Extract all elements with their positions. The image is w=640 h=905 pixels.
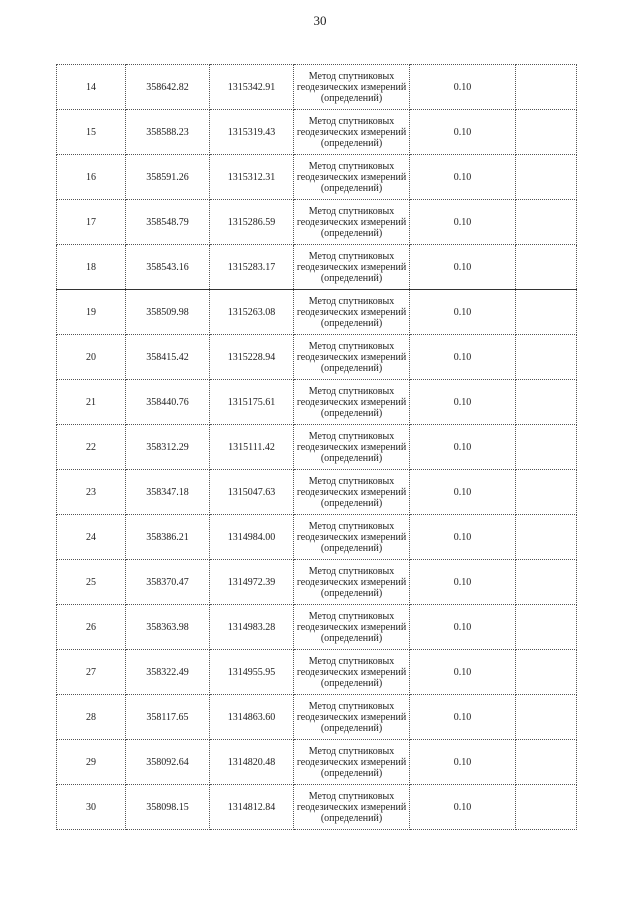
point-number-cell: 30	[57, 785, 126, 830]
note-cell	[516, 695, 577, 740]
method-cell: Метод спутниковых геодезических измерений (определений)	[294, 470, 410, 515]
x-coordinate-cell: 358312.29	[126, 425, 210, 470]
method-cell: Метод спутниковых геодезических измерений (определений)	[294, 515, 410, 560]
table-row	[57, 740, 577, 785]
x-coordinate-cell: 358322.49	[126, 650, 210, 695]
table-row	[57, 425, 577, 470]
point-number-cell: 27	[57, 650, 126, 695]
x-coordinate-cell: 358642.82	[126, 65, 210, 110]
point-number-cell: 15	[57, 110, 126, 155]
x-coordinate-cell: 358092.64	[126, 740, 210, 785]
y-coordinate-cell: 1314984.00	[210, 515, 294, 560]
accuracy-cell: 0.10	[410, 200, 516, 245]
point-number-cell: 26	[57, 605, 126, 650]
table-row	[57, 515, 577, 560]
point-number-cell: 25	[57, 560, 126, 605]
point-number-cell: 24	[57, 515, 126, 560]
y-coordinate-cell: 1315286.59	[210, 200, 294, 245]
y-coordinate-cell: 1315228.94	[210, 335, 294, 380]
method-cell: Метод спутниковых геодезических измерений (определений)	[294, 380, 410, 425]
note-cell	[516, 740, 577, 785]
table-row	[57, 605, 577, 650]
y-coordinate-cell: 1314955.95	[210, 650, 294, 695]
note-cell	[516, 335, 577, 380]
note-cell	[516, 155, 577, 200]
point-number-cell: 16	[57, 155, 126, 200]
x-coordinate-cell: 358440.76	[126, 380, 210, 425]
page-number: 30	[313, 13, 327, 28]
accuracy-cell: 0.10	[410, 650, 516, 695]
table-row	[57, 695, 577, 740]
y-coordinate-cell: 1314863.60	[210, 695, 294, 740]
method-cell: Метод спутниковых геодезических измерений (определений)	[294, 785, 410, 830]
point-number-cell: 28	[57, 695, 126, 740]
accuracy-cell: 0.10	[410, 65, 516, 110]
table-row	[57, 245, 577, 290]
method-cell: Метод спутниковых геодезических измерений (определений)	[294, 110, 410, 155]
accuracy-cell: 0.10	[410, 245, 516, 290]
x-coordinate-cell: 358548.79	[126, 200, 210, 245]
method-cell: Метод спутниковых геодезических измерений (определений)	[294, 695, 410, 740]
y-coordinate-cell: 1315283.17	[210, 245, 294, 290]
x-coordinate-cell: 358347.18	[126, 470, 210, 515]
method-cell: Метод спутниковых геодезических измерений (определений)	[294, 605, 410, 650]
y-coordinate-cell: 1314972.39	[210, 560, 294, 605]
x-coordinate-cell: 358591.26	[126, 155, 210, 200]
method-cell: Метод спутниковых геодезических измерений (определений)	[294, 650, 410, 695]
coordinates-table	[56, 64, 577, 830]
point-number-cell: 23	[57, 470, 126, 515]
accuracy-cell: 0.10	[410, 785, 516, 830]
method-cell: Метод спутниковых геодезических измерений (определений)	[294, 335, 410, 380]
x-coordinate-cell: 358588.23	[126, 110, 210, 155]
table-row	[57, 335, 577, 380]
accuracy-cell: 0.10	[410, 695, 516, 740]
coordinates-table-body	[57, 65, 577, 830]
method-cell: Метод спутниковых геодезических измерений (определений)	[294, 200, 410, 245]
table-row	[57, 290, 577, 335]
x-coordinate-cell: 358363.98	[126, 605, 210, 650]
note-cell	[516, 425, 577, 470]
table-row	[57, 65, 577, 110]
y-coordinate-cell: 1315342.91	[210, 65, 294, 110]
y-coordinate-cell: 1315312.31	[210, 155, 294, 200]
point-number-cell: 19	[57, 290, 126, 335]
table-row	[57, 155, 577, 200]
method-cell: Метод спутниковых геодезических измерений (определений)	[294, 425, 410, 470]
accuracy-cell: 0.10	[410, 515, 516, 560]
y-coordinate-cell: 1315175.61	[210, 380, 294, 425]
x-coordinate-cell: 358370.47	[126, 560, 210, 605]
y-coordinate-cell: 1315319.43	[210, 110, 294, 155]
note-cell	[516, 515, 577, 560]
method-cell: Метод спутниковых геодезических измерений (определений)	[294, 740, 410, 785]
y-coordinate-cell: 1315263.08	[210, 290, 294, 335]
accuracy-cell: 0.10	[410, 425, 516, 470]
point-number-cell: 21	[57, 380, 126, 425]
y-coordinate-cell: 1315111.42	[210, 425, 294, 470]
table-row	[57, 650, 577, 695]
accuracy-cell: 0.10	[410, 155, 516, 200]
x-coordinate-cell: 358098.15	[126, 785, 210, 830]
table-row	[57, 110, 577, 155]
accuracy-cell: 0.10	[410, 335, 516, 380]
accuracy-cell: 0.10	[410, 380, 516, 425]
method-cell: Метод спутниковых геодезических измерений (определений)	[294, 245, 410, 290]
accuracy-cell: 0.10	[410, 560, 516, 605]
note-cell	[516, 200, 577, 245]
method-cell: Метод спутниковых геодезических измерений (определений)	[294, 290, 410, 335]
point-number-cell: 14	[57, 65, 126, 110]
y-coordinate-cell: 1315047.63	[210, 470, 294, 515]
y-coordinate-cell: 1314983.28	[210, 605, 294, 650]
note-cell	[516, 290, 577, 335]
x-coordinate-cell: 358415.42	[126, 335, 210, 380]
method-cell: Метод спутниковых геодезических измерений (определений)	[294, 560, 410, 605]
x-coordinate-cell: 358543.16	[126, 245, 210, 290]
accuracy-cell: 0.10	[410, 110, 516, 155]
y-coordinate-cell: 1314820.48	[210, 740, 294, 785]
x-coordinate-cell: 358117.65	[126, 695, 210, 740]
note-cell	[516, 110, 577, 155]
accuracy-cell: 0.10	[410, 605, 516, 650]
table-row	[57, 560, 577, 605]
point-number-cell: 22	[57, 425, 126, 470]
table-row	[57, 785, 577, 830]
x-coordinate-cell: 358386.21	[126, 515, 210, 560]
accuracy-cell: 0.10	[410, 470, 516, 515]
method-cell: Метод спутниковых геодезических измерений (определений)	[294, 155, 410, 200]
method-cell: Метод спутниковых геодезических измерений (определений)	[294, 65, 410, 110]
x-coordinate-cell: 358509.98	[126, 290, 210, 335]
accuracy-cell: 0.10	[410, 290, 516, 335]
note-cell	[516, 560, 577, 605]
point-number-cell: 20	[57, 335, 126, 380]
table-row	[57, 470, 577, 515]
accuracy-cell: 0.10	[410, 740, 516, 785]
note-cell	[516, 245, 577, 290]
point-number-cell: 17	[57, 200, 126, 245]
note-cell	[516, 470, 577, 515]
note-cell	[516, 65, 577, 110]
table-row	[57, 380, 577, 425]
point-number-cell: 18	[57, 245, 126, 290]
note-cell	[516, 650, 577, 695]
note-cell	[516, 380, 577, 425]
y-coordinate-cell: 1314812.84	[210, 785, 294, 830]
note-cell	[516, 785, 577, 830]
note-cell	[516, 605, 577, 650]
point-number-cell: 29	[57, 740, 126, 785]
table-row	[57, 200, 577, 245]
